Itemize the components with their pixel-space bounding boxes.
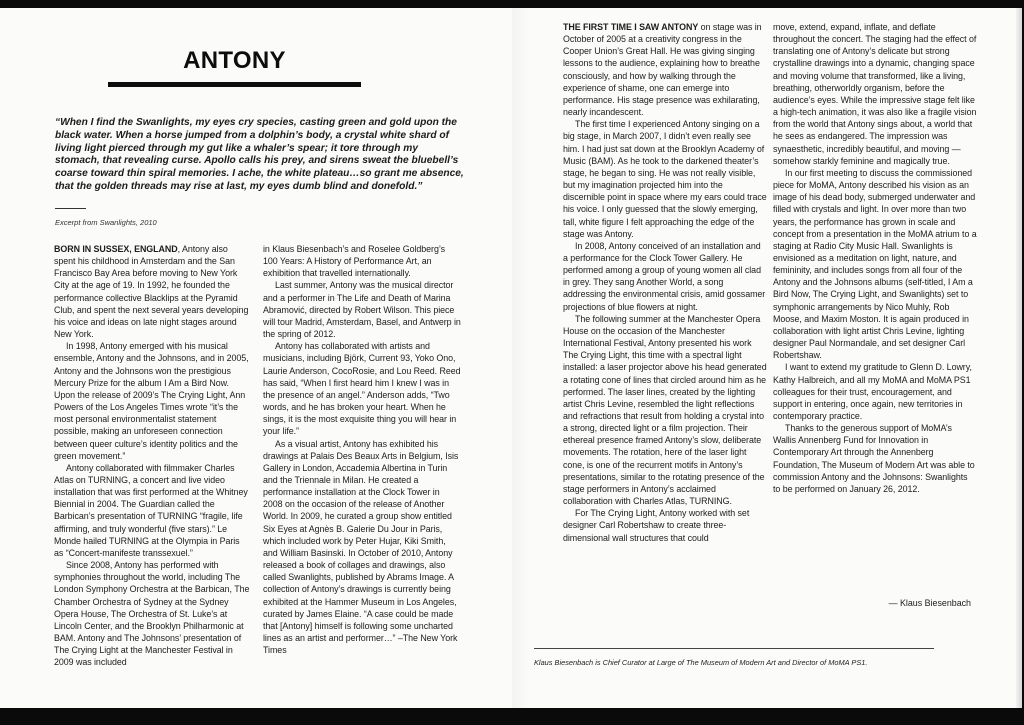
paragraph: In 2008, Antony conceived of an installation and a performance for the Clock Tower Gallery. He performed among a group of young women all clad in grey. They sang Another World, a song addressing the environmental crisis, amid gossamer projections of blue flowers at night. (563, 240, 766, 312)
paragraph: Last summer, Antony was the musical director and a performer in The Life and Death of Marina Abramović, directed by Robert Wilson. This piece will tour Madrid, Amsterdam, Basel, and Antwerp in the spring of 2012. (263, 280, 461, 340)
right-page (512, 8, 1022, 708)
essay-column-1 (563, 21, 767, 544)
paragraph: In our first meeting to discuss the commissioned piece for MoMA, Antony described his vision as an image of his dead body, submerged underwater and filled with crystals and light. In over more than two years, the performance has grown in scale and concept from a presentation in the MoMA atrium to a staging at Radio City Music Hall. Swanlights is envisioned as a meditation on light, nature, and femininity, and includes songs from all four of the Antony and the Johnsons albums (self-titled, I Am a Bird Now, The Crying Light, and Swanlights) set to symphonic arrangements by Nico Muhly, Rob Moose, and Maxim Moston. It is again produced in collaboration with light artist Chris Levine, lighting designer Paul Normandale, and set designer Carl Robertshaw. (773, 167, 977, 361)
page-edge-shadow (1016, 8, 1022, 708)
epigraph-quote: “When I find the Swanlights, my eyes cry species, casting green and gold upon the black water. When a horse jumped from a dolphin’s body, a crystal white shard of living light pierced through my gut like a whaler’s spear; it tore through my stomach, that revealing curse. Apollo calls his prey, and sirens sweat the bluebell’s coarse toward thin spiral memories. I ache, the white plateau…so grant me absence, that the golden threads may rise at last, my eyes dumb blind and donefold.” (55, 117, 464, 192)
paragraph: Since 2008, Antony has performed with symphonies throughout the world, including The London Symphony Orchestra at the Barbican, The Chamber Orchestra of Sydney at the Sydney Opera House, The Orchestra of St. Luke’s at Lincoln Center, and the Brooklyn Philharmonic at BAM. Antony and The Johnsons’ presentation of The Crying Light at the Manchester Festival in 2009 was included (54, 560, 250, 668)
paragraph: The first time I experienced Antony singing on a big stage, in March 2007, I didn’t even really see him. I had just sat down at the Brooklyn Academy of Music (BAM). As he took to the darkened theater’s stage, he began to sing. He was not really visible, but my imagination projected him into the discernible point in space where my ears could trace his voice. I only guessed that the slowly emerging, tall, white figure I felt approaching the edge of the stage was Antony. (563, 119, 767, 239)
epigraph-divider (55, 208, 86, 209)
paragraph: I want to extend my gratitude to Glenn D. Lowry, Kathy Halbreich, and all my MoMA and MoMA PS1 colleagues for their trust, encouragement, and support in entering, once again, new territories in contemporary practice. (773, 362, 972, 421)
paragraph: Antony collaborated with filmmaker Charles Atlas on TURNING, a concert and live video installation that was first performed at the Whitney Biennial in 2004. The Guardian called the Barbican’s presentation of TURNING “fragile, life affirming, and truly wonderful (five stars).” Le Monde hailed TURNING at the Olympia in Paris as “Concert-manifeste transsexuel.” (54, 462, 248, 558)
footnote-divider (534, 648, 934, 649)
paragraph: in Klaus Biesenbach’s and Roselee Goldberg’s 100 Years: A History of Performance Art, an exhibition that travelled internationally. (263, 244, 445, 279)
paragraph: Antony has collaborated with artists and musicians, including Björk, Current 93, Yoko Ono, Laurie Anderson, CocoRosie, and Lou Reed. Reed has said, “When I first heard him I knew I was in the presence of an angel.” Anderson adds, “Two words, and he has broken your heart. When he sings, it is the most exquisite thing you will hear in your life.” (263, 341, 461, 437)
booklet-spread (0, 8, 1022, 708)
paragraph: Thanks to the generous support of MoMA’s Wallis Annenberg Fund for Innovation in Contemporary Art through the Annenberg Foundation, The Museum of Modern Art was able to commission Antony and the Johnsons: Swanlights to be performed on January 26, 2012. (773, 423, 975, 494)
title-underline (108, 82, 361, 87)
author-bio: Klaus Biesenbach is Chief Curator at Large of The Museum of Modern Art and Director of MoMA PS1. (534, 658, 868, 667)
paragraph: THE FIRST TIME I SAW ANTONY on stage was in October of 2005 at a creativity congress in the Cooper Union’s Great Hall. He was giving singing lessons to the audience, explaining how to breathe consciously, and how by walking through the experience of shame, one can emerge into performance. His stage presence was exhilarating, nearly incandescent. (563, 22, 762, 118)
lead-in: BORN IN SUSSEX, ENGLAND (54, 244, 178, 254)
paragraph: move, extend, expand, inflate, and deflate throughout the concert. The staging had the effect of translating one of Antony’s delicate but strong crystalline drawings into a dynamic, changing space and moving volume that transformed, like a living, breathing, otherworldly organism, before the audience’s eyes. While the impressive stage felt like a high-tech animation, it was also like a fragile vision from the world that Antony sings about, a world that he sees as endangered. The impression was synaesthetic, incredibly beautiful, and moving — somehow starkly feminine and magically true. (773, 22, 977, 166)
bio-column-2 (263, 243, 461, 656)
left-page (0, 8, 512, 708)
bio-column-1 (54, 243, 251, 668)
paragraph: In 1998, Antony emerged with his musical ensemble, Antony and the Johnsons, and in 2005, Antony and the Johnsons won the prestigious Mercury Prize for the album I Am a Bird Now. Upon the release of 2009’s The Crying Light, Ann Powers of the Los Angeles Times wrote “it’s the most personal environmentalist statement possible, making an unforeseen connection between queer culture’s identity politics and the green movement.” (54, 341, 249, 461)
paragraph: For The Crying Light, Antony worked with set designer Carl Robertshaw to create three-dimensional wall structures that could (563, 508, 750, 543)
epigraph-source: Excerpt from Swanlights, 2010 (55, 218, 157, 227)
essay-column-2 (773, 21, 977, 495)
page-title: ANTONY (183, 47, 286, 74)
author-signature: — Klaus Biesenbach (888, 598, 971, 608)
paragraph: As a visual artist, Antony has exhibited his drawings at Palais Des Beaux Arts in Belgium, Isis Gallery in London, Accademia Albertina in Turin and the Triennale in Milan. He created a performance installation at the Clock Tower in 2008 on the occasion of the release of Another World. In 2009, he curated a group show entitled Six Eyes at Agnès B. Galerie Du Jour in Paris, which included work by Peter Hujar, Kiki Smith, and William Basinski. In October of 2010, Antony released a book of collages and drawings, also called Swanlights, published by Abrams Image. A collection of Antony’s drawings is currently being exhibited at the Hammer Museum in Los Angeles, curated by James Elaine. “A case could be made that [Antony] himself is following some uncharted lines as an artist and performer…” –The New York Times (263, 438, 459, 656)
paragraph: The following summer at the Manchester Opera House on the occasion of the Manchester International Festival, Antony presented his work The Crying Light, this time with a spectral light installed: a laser projector above his head generated a rotating cone of lines that circled around him as he performed. The laser lines, created by the lighting artist Chris Levine, resembled the light reflections and refractions that result from holding a crystal into a strong, directed light or a film projection. Their ethereal presence framed Antony’s slow, deliberate movements. The rotation, here of the laser light cone, is one of the recurrent motifs in Antony’s presentations, similar to the rotating presence of the stage performers in Antony’s acclaimed collaboration with Charles Atlas, TURNING. (563, 313, 767, 507)
paragraph: BORN IN SUSSEX, ENGLAND, Antony also spent his childhood in Amsterdam and the San Francisco Bay Area before moving to New York City at the age of 19. In 1992, he founded the performance collective Blacklips at the Pyramid Club, and spent the next several years developing his voice and ideas on late night stages around New York. (54, 244, 249, 340)
lead-in: THE FIRST TIME I SAW ANTONY (563, 22, 699, 32)
